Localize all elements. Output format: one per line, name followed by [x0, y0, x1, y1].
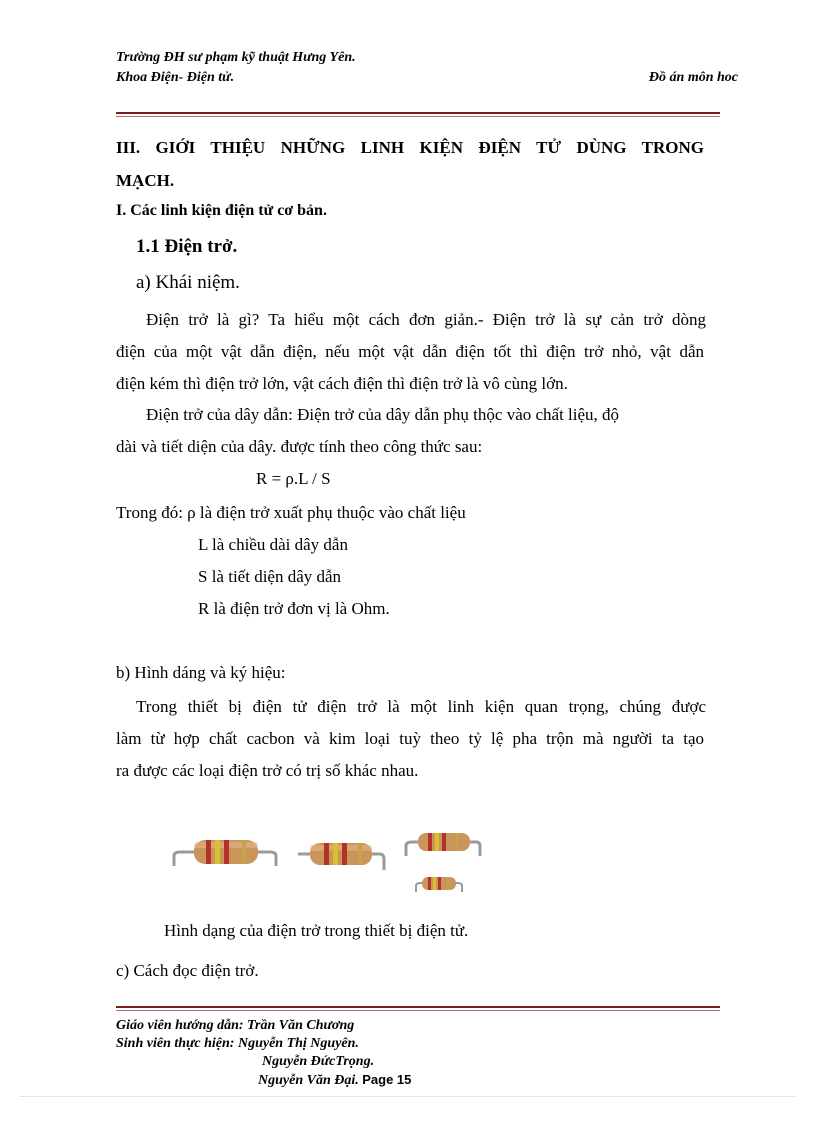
resistor-image-1 — [170, 830, 282, 870]
page-bottom-dotted-line — [20, 1096, 796, 1097]
para1-line1: Điện trở là gì? Ta hiểu một cách đơn giản.- Điện trở là sự cản trở dòng — [146, 310, 706, 329]
heading-b: b) Hình dáng và ký hiệu: — [116, 663, 286, 682]
heading-1-1: 1.1 Điện trở. — [136, 236, 238, 257]
footer-rule-top — [116, 1006, 720, 1008]
footer-students-label: Sinh viên thực hiện: Nguyễn Thị Nguyên. — [116, 1036, 359, 1051]
where-item-L: L là chiều dài dây dẫn — [198, 535, 348, 554]
header-rule-top — [116, 112, 720, 114]
para1-line3: điện kém thì điện trở lớn, vật cách điện thì điện trở là vô cùng lớn. — [116, 374, 568, 393]
heading-a: a) Khái niệm. — [136, 272, 240, 293]
where-item-R: R là điện trở đơn vị là Ohm. — [198, 599, 390, 618]
para3-line3: ra được các loại điện trở có trị số khác nhau. — [116, 761, 419, 780]
footer-supervisor: Giáo viên hướng dẫn: Trần Văn Chương — [116, 1018, 355, 1033]
where-intro: Trong đó: ρ là điện trở xuất phụ thuộc vào chất liệu — [116, 503, 466, 522]
header-doc-type: Đồ án môn hoc — [648, 70, 738, 85]
footer-rule-bottom — [116, 1010, 720, 1011]
resistor-image-2 — [296, 832, 388, 872]
header-rule-bottom — [116, 116, 720, 117]
heading-c: c) Cách đọc điện trở. — [116, 961, 259, 980]
header-faculty: Khoa Điện- Điện tử. — [116, 70, 235, 85]
figure-caption: Hình dạng của điện trở trong thiết bị điện tử. — [164, 921, 469, 940]
para2-line1: Điện trở của dây dẫn: Điện trở của dây dẫn phụ thộc vào chất liệu, độ — [146, 405, 620, 424]
page-number: Page 15 — [362, 1072, 412, 1087]
para1-line2: điện của một vật dẫn điện, nếu một vật dẫn điện tốt thì điện trở nhỏ, vật dẫn — [116, 342, 704, 361]
section-title-line2: MẠCH. — [116, 171, 175, 190]
para3-line1: Trong thiết bị điện tử điện trở là một linh kiện quan trọng, chúng được — [136, 697, 706, 716]
footer-student-2: Nguyễn ĐứcTrọng. — [262, 1054, 375, 1069]
resistor-image-4 — [414, 872, 464, 894]
where-item-S: S là tiết diện dây dẫn — [198, 567, 342, 586]
formula: R = ρ.L / S — [256, 469, 331, 488]
subsection-title: I. Các linh kiện điện tử cơ bản. — [116, 202, 327, 219]
footer-student-3-line — [258, 1072, 411, 1089]
header-school: Trường ĐH sư phạm kỹ thuật Hưng Yên. — [116, 50, 356, 65]
resistor-image-3 — [404, 826, 484, 860]
para3-line2: làm từ hợp chất cacbon và kim loại tuỳ theo tỷ lệ pha trộn mà người ta tạo — [116, 729, 704, 748]
para2-line2: dài và tiết diện của dây. được tính theo công thức sau: — [116, 437, 483, 456]
footer-student-3: Nguyễn Văn Đại. — [258, 1073, 359, 1088]
section-title-line1: III. GIỚI THIỆU NHỮNG LINH KIỆN ĐIỆN TỬ DÙNG TRONG — [116, 138, 704, 157]
